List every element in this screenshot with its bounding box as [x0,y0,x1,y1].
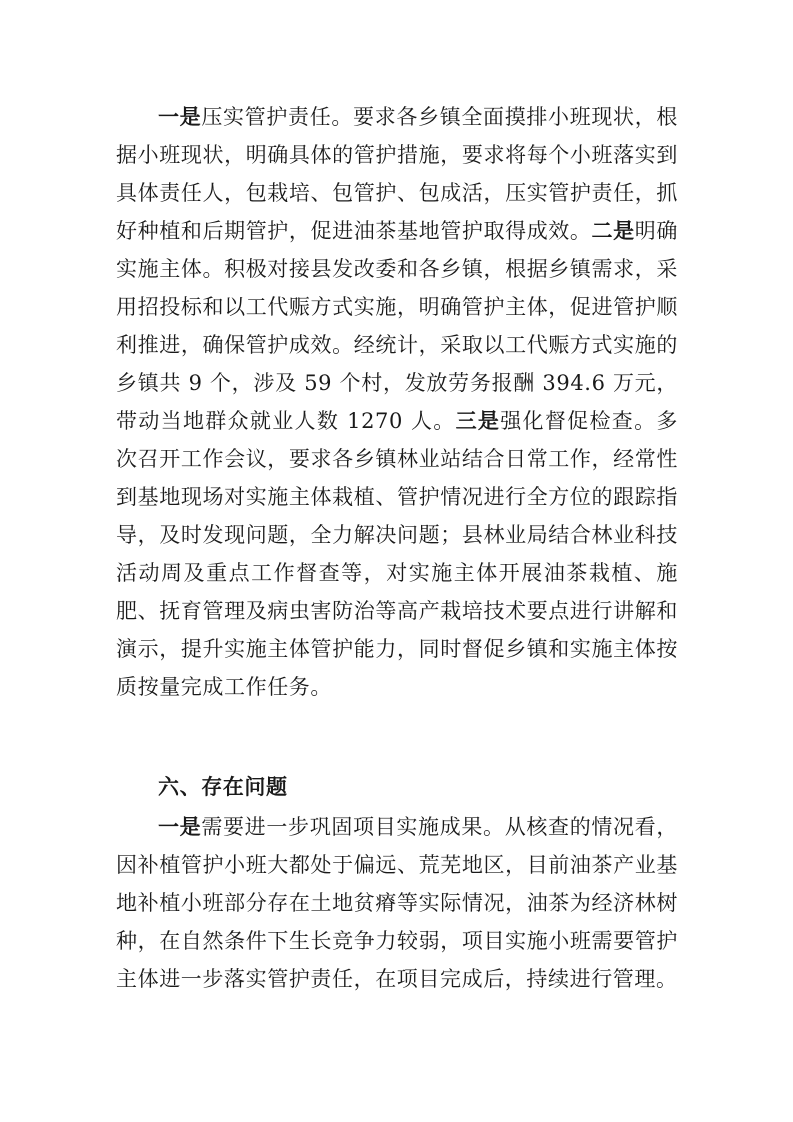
point-two-text: 明确实施主体。积极对接县发改委和各乡镇，根据乡镇需求，采用招投标和以工代赈方式实施，明确管护主体，促进管护顺利推进，确保管护成效。经统计，采取以工代赈方式实施的乡镇共 9 个，涉及 59 个村，发放劳务报酬 394.6 万元，带动当地群众就业人数 1270 人。 [116,219,678,433]
issue-one-lead: 一是 [158,815,202,839]
section6-paragraph [116,808,678,998]
section6-heading: 六、存在问题 [158,775,288,799]
point-three-text: 强化督促检查。多次召开工作会议，要求各乡镇林业站结合日常工作，经常性到基地现场对实施主体栽植、管护情况进行全方位的跟踪指导，及时发现问题，全力解决问题；县林业局结合林业科技活动周及重点工作督查等，对实施主体开展油茶栽植、施肥、抚育管理及病虫害防治等高产栽培技术要点进行讲解和演示，提升实施主体管护能力，同时督促乡镇和实施主体按质按量完成工作任务。 [116,409,679,699]
issue-one-text: 需要进一步巩固项目实施成果。从核查的情况看，因补植管护小班大都处于偏远、荒芜地区，目前油茶产业基地补植小班部分存在土地贫瘠等实际情况，油茶为经济林树种，在自然条件下生长竞争力较弱，项目实施小班需要管护主体进一步落实管护责任，在项目完成后，持续进行管理。 [116,815,678,991]
point-one-text: 压实管护责任。要求各乡镇全面摸排小班现状，根据小班现状，明确具体的管护措施，要求将每个小班落实到具体责任人，包栽培、包管护、包成活，压实管护责任，抓好种植和后期管护，促进油茶基地管护取得成效。 [116,105,678,243]
point-one-lead: 一是 [158,105,202,129]
section5-paragraph [116,98,678,706]
point-three-lead: 三是 [455,409,501,433]
point-two-lead: 二是 [591,219,635,243]
